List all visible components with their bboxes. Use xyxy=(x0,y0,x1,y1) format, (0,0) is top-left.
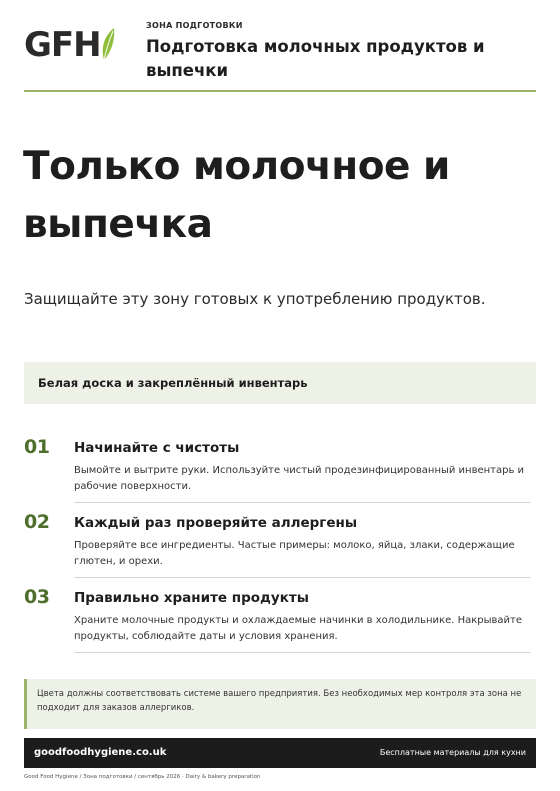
step-item xyxy=(24,507,536,582)
logo-text: GFH xyxy=(24,25,101,65)
footer-site-link[interactable]: goodfoodhygiene.co.uk xyxy=(34,747,167,758)
footer-tagline: Бесплатные материалы для кухни xyxy=(379,748,526,757)
section-label: Белая доска и закреплённый инвентарь xyxy=(38,376,308,390)
section-bar xyxy=(24,362,536,404)
step-divider xyxy=(74,652,530,653)
header-kicker: ЗОНА ПОДГОТОВКИ xyxy=(146,21,243,30)
step-item xyxy=(24,432,536,507)
step-text: Храните молочные продукты и охлаждаемые начинки в холодильнике. Накрывайте продукты, соблюдайте даты и условия хранения. xyxy=(74,615,523,642)
step-number: 03 xyxy=(24,586,50,608)
note-box xyxy=(24,679,536,729)
step-divider xyxy=(74,577,530,578)
step-title: Начинайте с чистоты xyxy=(74,440,240,456)
step-title: Правильно храните продукты xyxy=(74,590,309,606)
note-text: Цвета должны соответствовать системе вашего предприятия. Без необходимых мер контроля эта зона не подходит для заказов аллергиков. xyxy=(37,689,522,713)
footer-bar xyxy=(24,738,536,768)
step-number: 02 xyxy=(24,511,50,533)
page-subtitle: Защищайте эту зону готовых к употреблению продуктов. xyxy=(24,290,486,308)
step-number: 01 xyxy=(24,436,50,458)
step-text: Проверяйте все ингредиенты. Частые примеры: молоко, яйца, злаки, содержащие глютен, и орехи. xyxy=(74,540,515,567)
steps-list xyxy=(24,432,536,657)
page-header xyxy=(24,18,536,92)
header-title: Подготовка молочных продуктов и выпечки xyxy=(146,37,485,80)
gfh-logo xyxy=(24,25,116,65)
step-divider xyxy=(74,502,530,503)
footer-meta: Good Food Hygiene / Зона подготовки / сентябрь 2026 · Dairy & bakery preparation xyxy=(24,774,261,780)
page-title: Только молочное и выпечка xyxy=(23,144,450,247)
leaf-icon xyxy=(100,27,116,61)
step-title: Каждый раз проверяйте аллергены xyxy=(74,515,358,531)
step-item xyxy=(24,582,536,657)
step-text: Вымойте и вытрите руки. Используйте чистый продезинфицированный инвентарь и рабочие поверхности. xyxy=(74,465,525,492)
